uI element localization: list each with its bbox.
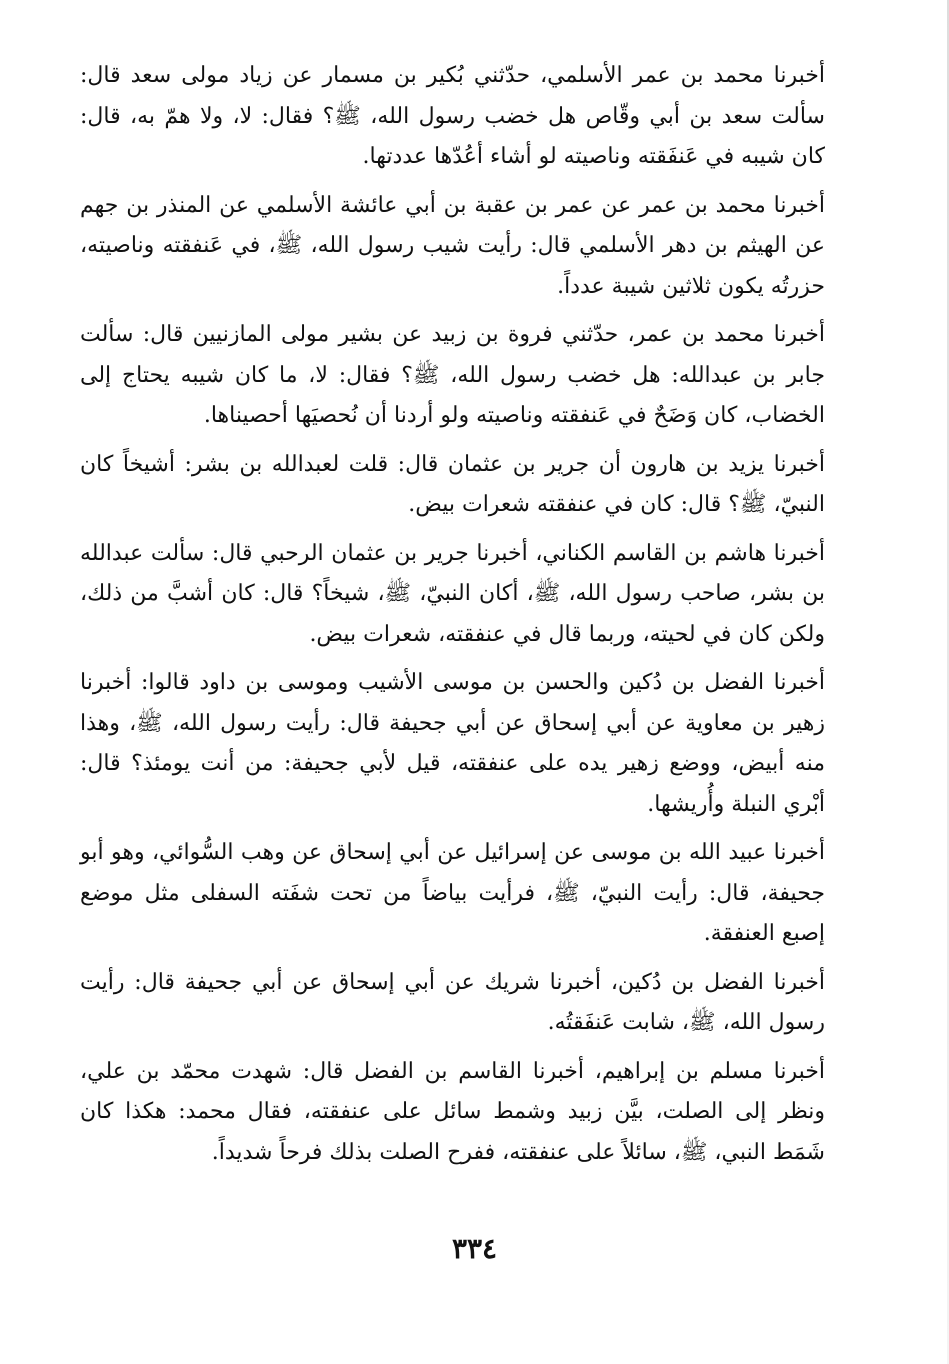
paragraph-9: أخبرنا مسلم بن إبراهيم، أخبرنا القاسم بن الفضل قال: شهدت محمّد بن علي، ونظر إلى الصلت، بيَّن زبيد وشمط سائل على عنفقته، فقال محمد: هكذا كان شَمَط النبي، ﷺ، سائلاً على عنفقته، ففرح الصلت بذلك فرحاً شديداً. <box>80 1058 825 1165</box>
paragraph-1: أخبرنا محمد بن عمر الأسلمي، حدّثني بُكير بن مسمار عن زياد مولى سعد قال: سألت سعد بن أبي وقّاص هل خضب رسول الله، ﷺ؟ فقال: لا، ولا همّ به، قال: كان شيبه في عَنفَقته وناصيته لو أشاء أعُدّها عددتها. <box>80 63 825 169</box>
paragraph-7: أخبرنا عبيد الله بن موسى عن إسرائيل عن أبي إسحاق عن وهب السُّوائي، وهو أبو جحيفة، قال: رأيت النبيّ، ﷺ، فرأيت بياضاً من تحت شفَته السفلى مثل موضع إصبع العنفقة. <box>80 840 825 946</box>
paragraph-5: أخبرنا هاشم بن القاسم الكناني، أخبرنا جرير بن عثمان الرحبي قال: سألت عبدالله بن بشر، صاحب رسول الله، ﷺ، أكان النبيّ، ﷺ، شيخاً؟ قال: كان أشبَّ من ذلك، ولكن كان في لحيته، وربما قال في عنفقته، شعرات بيض. <box>80 540 825 647</box>
paragraph-4: أخبرنا يزيد بن هارون أن جرير بن عثمان قال: قلت لعبدالله بن بشر: أشيخاً كان النبيّ، ﷺ؟ قال: كان في عنفقته شعرات بيض. <box>80 451 825 517</box>
paragraph-2: أخبرنا محمد بن عمر عن عمر بن عقبة بن أبي عائشة الأسلمي عن المنذر بن جهم عن الهيثم بن دهر الأسلمي قال: رأيت شيب رسول الله، ﷺ، في عَنفقته وناصيته، حزرتُه يكون ثلاثين شيبة عدداً. <box>80 192 825 299</box>
paragraph-8: أخبرنا الفضل بن دُكين، أخبرنا شريك عن أبي إسحاق عن أبي جحيفة قال: رأيت رسول الله، ﷺ، شابت عَنفَقتُه. <box>80 969 825 1035</box>
page-number: ٣٣٤ <box>451 1232 498 1265</box>
text-column <box>80 56 825 1181</box>
paragraph-6: أخبرنا الفضل بن دُكين والحسن بن موسى الأشيب وموسى بن داود قالوا: أخبرنا زهير بن معاوية عن أبي إسحاق عن أبي جحيفة قال: رأيت رسول الله، ﷺ، وهذا منه أبيض، ووضع زهير يده على عنفقته، قيل لأبي جحيفة: من أنت يومئذ؟ قال: أبْري النبلة وأُريشها. <box>80 670 825 817</box>
paragraph-3: أخبرنا محمد بن عمر، حدّثني فروة بن زبيد عن بشير مولى المازنيين قال: سألت جابر بن عبدالله: هل خضب رسول الله، ﷺ؟ فقال: لا، ما كان شيبه يحتاج إلى الخضاب، كان وَضَحٌ في عَنفقته وناصيته ولو أردنا أن نُحصيَها أحصيناها. <box>80 322 825 428</box>
